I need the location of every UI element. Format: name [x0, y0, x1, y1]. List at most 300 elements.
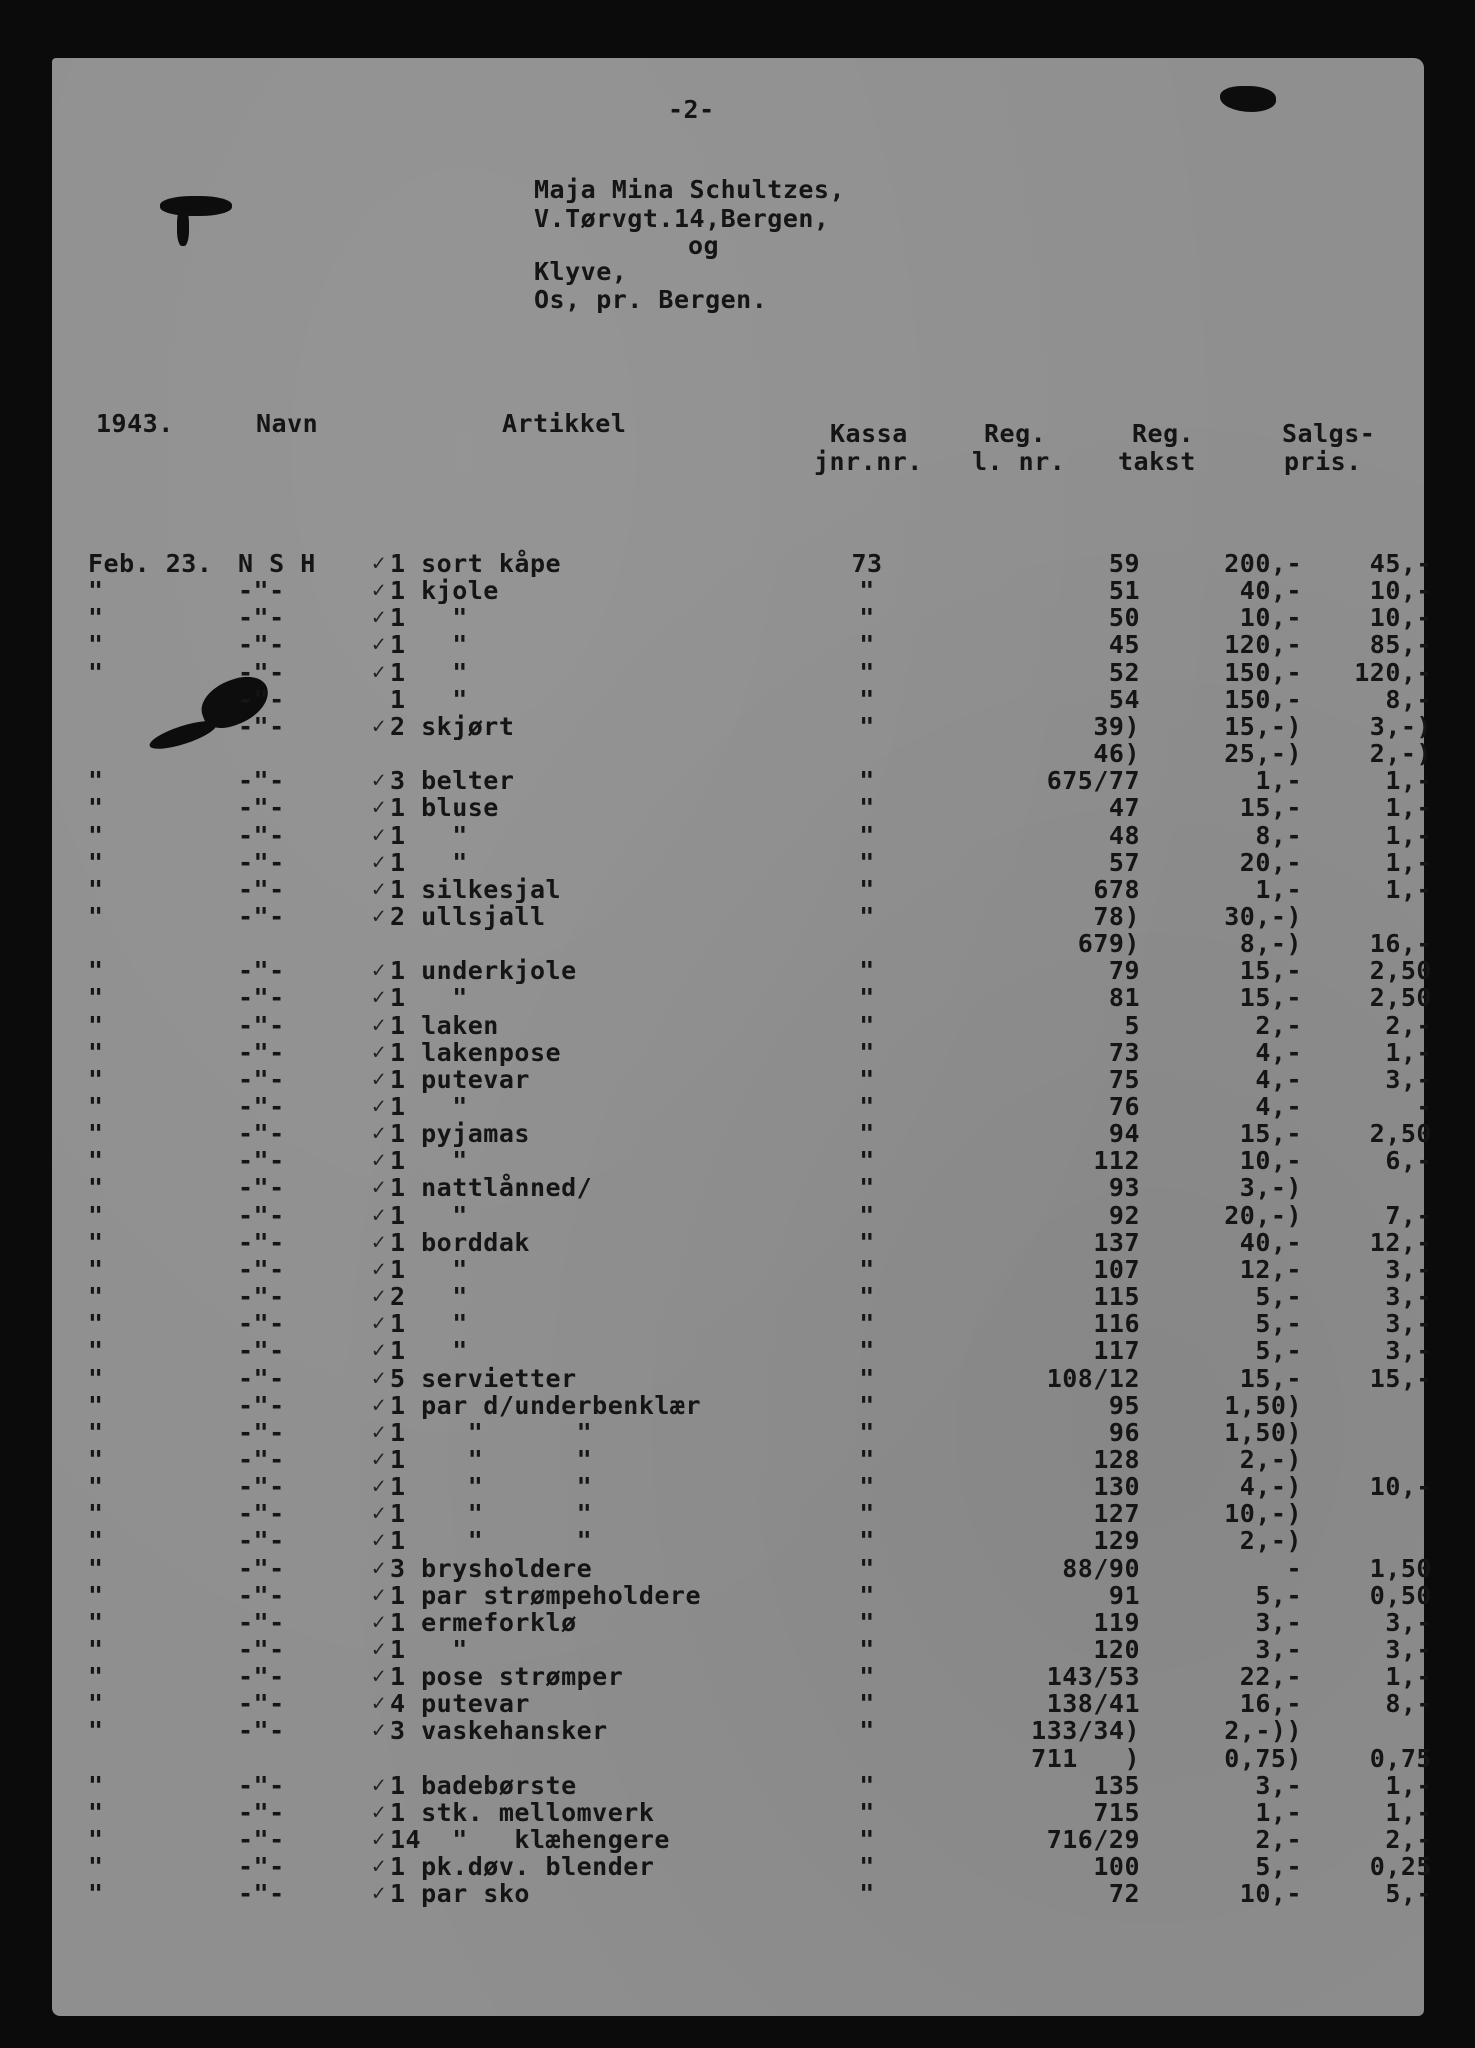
- row-salgspris: 2,50: [1369, 983, 1432, 1012]
- row-name: -"-: [238, 1092, 285, 1121]
- row-name: -"-: [238, 956, 285, 985]
- check-mark-icon: ✓: [372, 714, 386, 739]
- check-mark-icon: ✓: [372, 1610, 386, 1635]
- row-article: 1 ": [390, 1309, 468, 1338]
- check-mark-icon: ✓: [372, 1501, 386, 1526]
- row-reg-takst: 15,-): [1224, 712, 1302, 741]
- check-mark-icon: ✓: [372, 823, 386, 848]
- row-name: -"-: [238, 1119, 285, 1148]
- row-reg-takst: 200,-: [1224, 549, 1302, 578]
- check-mark-icon: ✓: [372, 1094, 386, 1119]
- row-name: -"-: [238, 1282, 285, 1311]
- row-date: ": [88, 1499, 104, 1528]
- row-kassa: ": [859, 685, 875, 714]
- row-reg-takst: 15,-: [1239, 956, 1302, 985]
- row-reg-nr: 716/29: [1046, 1825, 1140, 1854]
- table-row: [52, 1392, 1424, 1419]
- row-date: ": [88, 1771, 104, 1800]
- row-date: Feb. 23.: [88, 549, 213, 578]
- row-article: 1 ": [390, 1146, 468, 1175]
- row-article: 1 lakenpose: [390, 1038, 562, 1067]
- row-article: 1 ": [390, 685, 468, 714]
- table-row: [52, 1581, 1432, 1610]
- check-mark-icon: ✓: [372, 1284, 386, 1309]
- row-date: ": [88, 1662, 104, 1691]
- check-mark-icon: ✓: [372, 632, 386, 657]
- row-kassa: ": [859, 1092, 875, 1121]
- check-mark-icon: ✓: [372, 904, 386, 929]
- row-reg-nr: 95: [1108, 1391, 1140, 1420]
- row-kassa: ": [859, 1336, 875, 1365]
- row-kassa: ": [859, 1635, 875, 1664]
- table-row: [52, 1798, 1432, 1827]
- row-reg-nr: 129: [1093, 1526, 1140, 1555]
- check-mark-icon: ✓: [372, 958, 386, 983]
- row-date: ": [88, 1554, 104, 1583]
- check-mark-icon: ✓: [372, 1420, 386, 1445]
- row-date: ": [88, 1852, 104, 1881]
- row-article: 4 putevar: [390, 1689, 530, 1718]
- table-row: [52, 1717, 1424, 1744]
- row-reg-takst: 40,-: [1239, 1228, 1302, 1257]
- check-mark-icon: ✓: [372, 1040, 386, 1065]
- row-name: -"-: [238, 821, 285, 850]
- row-date: ": [88, 956, 104, 985]
- check-mark-icon: ✓: [372, 1393, 386, 1418]
- row-article: 1 ": [390, 848, 468, 877]
- table-row: [52, 1228, 1432, 1257]
- row-article: 2 skjørt: [390, 712, 515, 741]
- row-kassa: ": [859, 956, 875, 985]
- row-article: 1 " ": [390, 1445, 593, 1474]
- check-mark-icon: ✓: [372, 1366, 386, 1391]
- row-name: -"-: [238, 712, 285, 741]
- row-article: 1 ermeforklø: [390, 1608, 577, 1637]
- address-line: og: [688, 231, 720, 260]
- table-row: [52, 1201, 1432, 1230]
- row-reg-takst: 0,75): [1224, 1744, 1302, 1773]
- row-date: ": [88, 1011, 104, 1040]
- row-reg-takst: 2,-)): [1224, 1716, 1302, 1745]
- row-kassa: ": [859, 1526, 875, 1555]
- row-reg-nr: 675/77: [1046, 766, 1140, 795]
- row-kassa: ": [859, 1364, 875, 1393]
- check-mark-icon: ✓: [372, 1474, 386, 1499]
- row-reg-takst: 15,-: [1239, 1364, 1302, 1393]
- row-reg-nr: 51: [1108, 576, 1140, 605]
- row-salgspris: 2,50: [1369, 956, 1432, 985]
- table-row: [52, 983, 1432, 1012]
- row-kassa: ": [859, 1011, 875, 1040]
- row-article: 1 pyjamas: [390, 1119, 530, 1148]
- row-reg-nr: 88/90: [1062, 1554, 1140, 1583]
- check-mark-icon: ✓: [372, 1528, 386, 1553]
- row-reg-nr: 679): [1077, 929, 1140, 958]
- row-reg-takst: 3,-: [1255, 1635, 1302, 1664]
- row-date: ": [88, 1716, 104, 1745]
- row-name: -"-: [238, 1364, 285, 1393]
- row-salgspris: 3,-: [1385, 1309, 1432, 1338]
- row-reg-takst: 1,50): [1224, 1418, 1302, 1447]
- row-reg-takst: 22,-: [1239, 1662, 1302, 1691]
- row-article: 5 servietter: [390, 1364, 577, 1393]
- row-date: ": [88, 576, 104, 605]
- row-kassa: ": [859, 1282, 875, 1311]
- table-row: [52, 1635, 1432, 1664]
- row-reg-takst: 5,-: [1255, 1336, 1302, 1365]
- table-row: [52, 848, 1432, 877]
- table-row: [52, 549, 1432, 578]
- row-date: ": [88, 848, 104, 877]
- check-mark-icon: ✓: [372, 1556, 386, 1581]
- row-article: 1 underkjole: [390, 956, 577, 985]
- row-reg-nr: 678: [1093, 875, 1140, 904]
- row-article: 1 pose strømper: [390, 1662, 624, 1691]
- header-salgspris-sub: pris.: [1284, 447, 1362, 476]
- row-reg-nr: 711 ): [1031, 1744, 1140, 1773]
- row-article: 2 ullsjall: [390, 902, 546, 931]
- ink-mark: [1220, 86, 1276, 112]
- row-reg-takst: 3,-: [1255, 1608, 1302, 1637]
- row-salgspris: 0,50: [1369, 1581, 1432, 1610]
- row-kassa: ": [859, 603, 875, 632]
- row-reg-takst: 2,-: [1255, 1825, 1302, 1854]
- row-salgspris: 8,-: [1385, 685, 1432, 714]
- check-mark-icon: ✓: [372, 1881, 386, 1906]
- row-reg-nr: 48: [1108, 821, 1140, 850]
- row-date: ": [88, 1825, 104, 1854]
- row-article: 1 par d/underbenklær: [390, 1391, 702, 1420]
- row-reg-nr: 75: [1108, 1065, 1140, 1094]
- row-reg-nr: 72: [1108, 1879, 1140, 1908]
- row-date: ": [88, 1092, 104, 1121]
- check-mark-icon: ✓: [372, 1447, 386, 1472]
- row-article: 1 par sko: [390, 1879, 530, 1908]
- row-date: ": [88, 875, 104, 904]
- address-line: Klyve,: [534, 257, 628, 286]
- row-date: ": [88, 603, 104, 632]
- check-mark-icon: ✓: [372, 985, 386, 1010]
- row-article: 1 kjole: [390, 576, 499, 605]
- row-kassa: ": [859, 1689, 875, 1718]
- row-kassa: ": [859, 1662, 875, 1691]
- row-article: 2 ": [390, 1282, 468, 1311]
- ink-mark: [160, 196, 232, 216]
- check-mark-icon: ✓: [372, 1013, 386, 1038]
- row-date: ": [88, 1364, 104, 1393]
- row-reg-takst: 5,-: [1255, 1309, 1302, 1338]
- row-reg-takst: 1,50): [1224, 1391, 1302, 1420]
- row-reg-takst: 1,-: [1255, 766, 1302, 795]
- row-salgspris: 16,-: [1369, 929, 1432, 958]
- row-salgspris: 1,-: [1385, 793, 1432, 822]
- row-name: -"-: [238, 1499, 285, 1528]
- row-reg-nr: 73: [1108, 1038, 1140, 1067]
- row-reg-nr: 76: [1108, 1092, 1140, 1121]
- row-salgspris: 1,-: [1385, 1798, 1432, 1827]
- row-date: ": [88, 1065, 104, 1094]
- row-salgspris: 2,50: [1369, 1119, 1432, 1148]
- row-salgspris: 3,-: [1385, 1065, 1432, 1094]
- row-kassa: ": [859, 1065, 875, 1094]
- row-salgspris: 7,-: [1385, 1201, 1432, 1230]
- row-reg-takst: 2,-): [1239, 1445, 1302, 1474]
- row-kassa: ": [859, 1771, 875, 1800]
- row-reg-takst: 10,-: [1239, 1879, 1302, 1908]
- page-number: -2-: [668, 95, 715, 124]
- row-reg-nr: 116: [1093, 1309, 1140, 1338]
- row-reg-nr: 79: [1108, 956, 1140, 985]
- header-kassa-sub: jnr.nr.: [814, 447, 923, 476]
- row-kassa: ": [859, 1852, 875, 1881]
- row-date: ": [88, 1255, 104, 1284]
- row-date: ": [88, 630, 104, 659]
- row-article: 1 ": [390, 1201, 468, 1230]
- row-article: 3 brysholdere: [390, 1554, 593, 1583]
- row-name: -"-: [238, 875, 285, 904]
- row-date: ": [88, 1146, 104, 1175]
- row-reg-takst: 4,-: [1255, 1092, 1302, 1121]
- row-reg-takst: 150,-: [1224, 685, 1302, 714]
- row-reg-takst: 40,-: [1239, 576, 1302, 605]
- row-date: ": [88, 1228, 104, 1257]
- row-reg-nr: 96: [1108, 1418, 1140, 1447]
- row-article: 1 " ": [390, 1472, 593, 1501]
- row-reg-nr: 127: [1093, 1499, 1140, 1528]
- row-reg-nr: 46): [1093, 739, 1140, 768]
- row-name: -"-: [238, 1173, 285, 1202]
- row-name: -"-: [238, 1445, 285, 1474]
- row-kassa: ": [859, 1581, 875, 1610]
- row-name: N S H: [238, 549, 316, 578]
- row-article: 1 ": [390, 821, 468, 850]
- row-salgspris: 10,-: [1369, 603, 1432, 632]
- row-article: 3 belter: [390, 766, 515, 795]
- row-name: -"-: [238, 1201, 285, 1230]
- table-row: [52, 929, 1432, 958]
- row-name: -"-: [238, 902, 285, 931]
- row-salgspris: 6,-: [1385, 1146, 1432, 1175]
- row-salgspris: 10,-: [1369, 576, 1432, 605]
- header-kassa: Kassa: [830, 419, 908, 448]
- row-reg-nr: 117: [1093, 1336, 1140, 1365]
- row-name: -"-: [238, 1011, 285, 1040]
- header-year: 1943.: [96, 409, 174, 438]
- header-reg-nr: Reg.: [984, 419, 1047, 448]
- row-name: -"-: [238, 793, 285, 822]
- row-article: 1 ": [390, 630, 468, 659]
- row-date: ": [88, 983, 104, 1012]
- check-mark-icon: ✓: [372, 1773, 386, 1798]
- row-date: ": [88, 1418, 104, 1447]
- row-salgspris: 1,-: [1385, 1771, 1432, 1800]
- row-name: -"-: [238, 1608, 285, 1637]
- row-reg-takst: 12,-: [1239, 1255, 1302, 1284]
- row-kassa: ": [859, 1038, 875, 1067]
- row-kassa: ": [859, 658, 875, 687]
- row-salgspris: 8,-: [1385, 1689, 1432, 1718]
- check-mark-icon: ✓: [372, 551, 386, 576]
- row-article: 14 " klæhengere: [390, 1825, 670, 1854]
- check-mark-icon: ✓: [372, 605, 386, 630]
- table-row: [52, 1744, 1432, 1773]
- row-name: -"-: [238, 1879, 285, 1908]
- header-reg-takst: Reg.: [1132, 419, 1195, 448]
- row-reg-takst: 10,-): [1224, 1499, 1302, 1528]
- header-salgspris: Salgs-: [1282, 419, 1376, 448]
- row-name: -"-: [238, 1472, 285, 1501]
- row-article: 1 putevar: [390, 1065, 530, 1094]
- row-kassa: ": [859, 1472, 875, 1501]
- row-date: ": [88, 1689, 104, 1718]
- row-salgspris: 0,75: [1369, 1744, 1432, 1773]
- row-reg-takst: 2,-): [1239, 1526, 1302, 1555]
- table-row: [52, 1309, 1432, 1338]
- table-row: [52, 1282, 1432, 1311]
- table-row: [52, 1472, 1432, 1501]
- row-date: ": [88, 1119, 104, 1148]
- row-salgspris: 120,-: [1354, 658, 1432, 687]
- row-article: 1 badebørste: [390, 1771, 577, 1800]
- row-kassa: ": [859, 1418, 875, 1447]
- row-name: -"-: [238, 1852, 285, 1881]
- row-date: ": [88, 1798, 104, 1827]
- row-date: ": [88, 1635, 104, 1664]
- row-date: ": [88, 1038, 104, 1067]
- row-name: -"-: [238, 576, 285, 605]
- row-date: ": [88, 1608, 104, 1637]
- row-reg-takst: 1,-: [1255, 1798, 1302, 1827]
- header-article: Artikkel: [502, 409, 627, 438]
- row-reg-takst: 15,-: [1239, 983, 1302, 1012]
- row-reg-takst: 10,-: [1239, 1146, 1302, 1175]
- row-reg-takst: 10,-: [1239, 603, 1302, 632]
- table-row: [52, 1011, 1432, 1040]
- table-row: [52, 603, 1432, 632]
- check-mark-icon: ✓: [372, 1148, 386, 1173]
- row-reg-takst: 5,-: [1255, 1282, 1302, 1311]
- row-date: ": [88, 1445, 104, 1474]
- row-name: -"-: [238, 1716, 285, 1745]
- row-reg-takst: 4,-): [1239, 1472, 1302, 1501]
- row-date: ": [88, 1581, 104, 1610]
- row-reg-nr: 47: [1108, 793, 1140, 822]
- check-mark-icon: ✓: [372, 877, 386, 902]
- row-reg-takst: 5,-: [1255, 1852, 1302, 1881]
- check-mark-icon: ✓: [372, 1311, 386, 1336]
- check-mark-icon: ✓: [372, 1230, 386, 1255]
- row-kassa: ": [859, 1309, 875, 1338]
- row-salgspris: 1,-: [1385, 1038, 1432, 1067]
- row-date: ": [88, 1879, 104, 1908]
- row-reg-nr: 138/41: [1046, 1689, 1140, 1718]
- address-line: Os, pr. Bergen.: [534, 285, 768, 314]
- row-article: 1 ": [390, 1635, 468, 1664]
- table-row: [52, 1174, 1424, 1201]
- row-article: 1 sort kåpe: [390, 549, 562, 578]
- row-name: -"-: [238, 1146, 285, 1175]
- row-salgspris: 1,-: [1385, 766, 1432, 795]
- row-kassa: ": [859, 902, 875, 931]
- row-article: 1 ": [390, 1255, 468, 1284]
- row-salgspris: -: [1416, 1092, 1432, 1121]
- row-salgspris: 15,-: [1369, 1364, 1432, 1393]
- check-mark-icon: ✓: [372, 1203, 386, 1228]
- row-salgspris: 3,-: [1385, 1282, 1432, 1311]
- row-name: -"-: [238, 1418, 285, 1447]
- row-article: 1 bluse: [390, 793, 499, 822]
- row-salgspris: 45,-: [1369, 549, 1432, 578]
- table-row: [52, 630, 1432, 659]
- row-salgspris: 3,-: [1385, 1336, 1432, 1365]
- row-reg-nr: 133/34): [1031, 1716, 1140, 1745]
- check-mark-icon: ✓: [372, 1175, 386, 1200]
- row-kassa: ": [859, 1119, 875, 1148]
- check-mark-icon: ✓: [372, 1067, 386, 1092]
- row-reg-nr: 45: [1108, 630, 1140, 659]
- row-name: -"-: [238, 603, 285, 632]
- row-salgspris: 1,-: [1385, 848, 1432, 877]
- row-reg-takst: 15,-: [1239, 793, 1302, 822]
- header-reg-takst-sub: takst: [1118, 447, 1196, 476]
- row-reg-nr: 108/12: [1046, 1364, 1140, 1393]
- check-mark-icon: ✓: [372, 850, 386, 875]
- row-salgspris: 2,-: [1385, 1825, 1432, 1854]
- row-reg-nr: 59: [1108, 549, 1140, 578]
- row-reg-nr: 39): [1093, 712, 1140, 741]
- row-kassa: ": [859, 983, 875, 1012]
- check-mark-icon: ✓: [372, 1257, 386, 1282]
- row-name: -"-: [238, 1635, 285, 1664]
- row-name: -"-: [238, 1391, 285, 1420]
- ink-mark: [177, 208, 189, 246]
- row-name: -"-: [238, 1689, 285, 1718]
- row-reg-takst: 2,-: [1255, 1011, 1302, 1040]
- row-reg-takst: 8,-: [1255, 821, 1302, 850]
- row-kassa: ": [859, 821, 875, 850]
- row-name: -"-: [238, 766, 285, 795]
- row-date: ": [88, 902, 104, 931]
- table-row: [52, 576, 1432, 605]
- table-row: [52, 1419, 1424, 1446]
- table-row: [52, 1771, 1432, 1800]
- row-salgspris: 2,-): [1369, 739, 1432, 768]
- row-reg-nr: 93: [1108, 1173, 1140, 1202]
- row-name: -"-: [238, 658, 285, 687]
- row-name: -"-: [238, 1554, 285, 1583]
- row-article: 1 pk.døv. blender: [390, 1852, 655, 1881]
- row-reg-takst: 4,-: [1255, 1065, 1302, 1094]
- row-article: 1 laken: [390, 1011, 499, 1040]
- row-reg-takst: 3,-: [1255, 1771, 1302, 1800]
- table-row: [52, 1038, 1432, 1067]
- row-salgspris: 3,-: [1385, 1635, 1432, 1664]
- row-article: 1 ": [390, 983, 468, 1012]
- row-date: ": [88, 793, 104, 822]
- row-date: ": [88, 1282, 104, 1311]
- address-line: V.Tørvgt.14,Bergen,: [534, 204, 830, 233]
- row-reg-nr: 91: [1108, 1581, 1140, 1610]
- row-date: ": [88, 821, 104, 850]
- table-row: [52, 1500, 1424, 1527]
- row-salgspris: 2,-: [1385, 1011, 1432, 1040]
- table-row: [52, 956, 1432, 985]
- row-kassa: ": [859, 1391, 875, 1420]
- row-kassa: ": [859, 1201, 875, 1230]
- row-salgspris: 10,-: [1369, 1472, 1432, 1501]
- table-row: [52, 1662, 1432, 1691]
- row-reg-takst: 20,-: [1239, 848, 1302, 877]
